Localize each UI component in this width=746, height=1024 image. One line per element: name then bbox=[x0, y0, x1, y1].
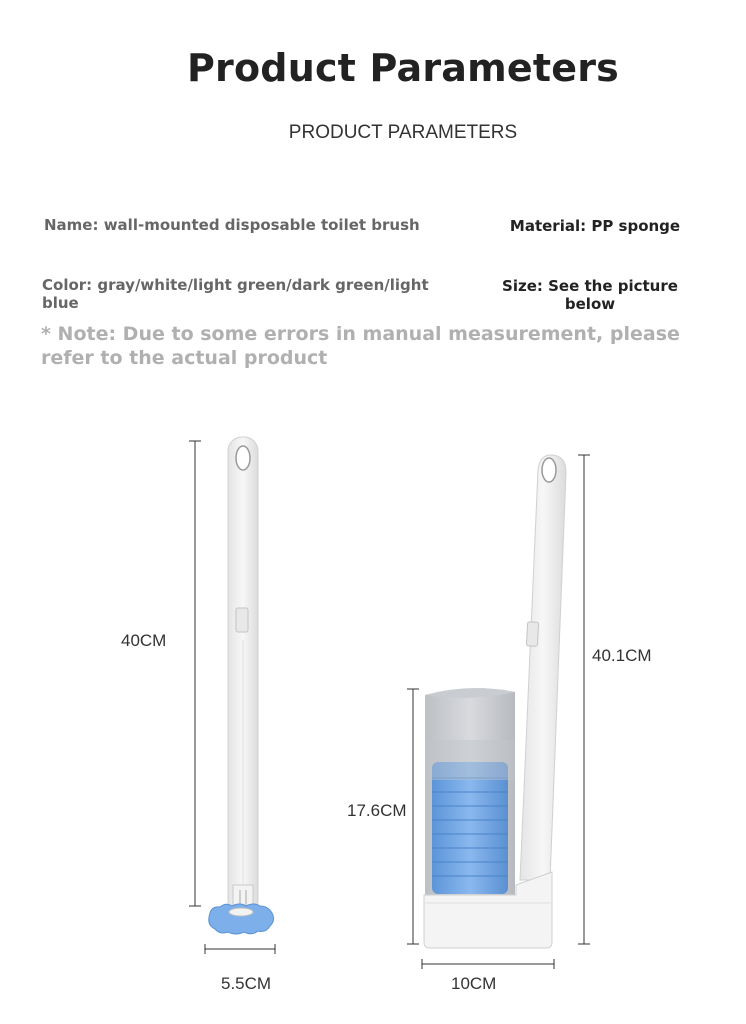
param-name: Name: wall-mounted disposable toilet brush bbox=[44, 216, 420, 234]
holder-right bbox=[407, 455, 590, 969]
brush-left bbox=[189, 437, 275, 954]
hang-hole-icon bbox=[236, 446, 250, 470]
label-cup-height: 17.6CM bbox=[347, 801, 407, 820]
label-holder-total-height: 40.1CM bbox=[592, 646, 652, 665]
param-material: Material: PP sponge bbox=[509, 217, 681, 235]
label-brush-width: 5.5CM bbox=[221, 974, 272, 993]
param-color: Color: gray/white/light green/dark green/light blue bbox=[42, 276, 429, 312]
hang-hole-icon bbox=[542, 458, 556, 482]
label-holder-width: 10CM bbox=[451, 974, 497, 993]
label-brush-height: 40CM bbox=[121, 631, 167, 650]
measurement-note: * Note: Due to some errors in manual measurement, please refer to the actual product bbox=[41, 323, 680, 369]
sponge-refill-stack bbox=[432, 762, 508, 894]
holder-brush-handle bbox=[520, 455, 566, 880]
param-size: Size: See the picture below bbox=[502, 277, 678, 313]
release-button bbox=[236, 608, 248, 632]
page-title: Product Parameters bbox=[187, 46, 619, 90]
page-subtitle: PRODUCT PARAMETERS bbox=[288, 122, 518, 143]
